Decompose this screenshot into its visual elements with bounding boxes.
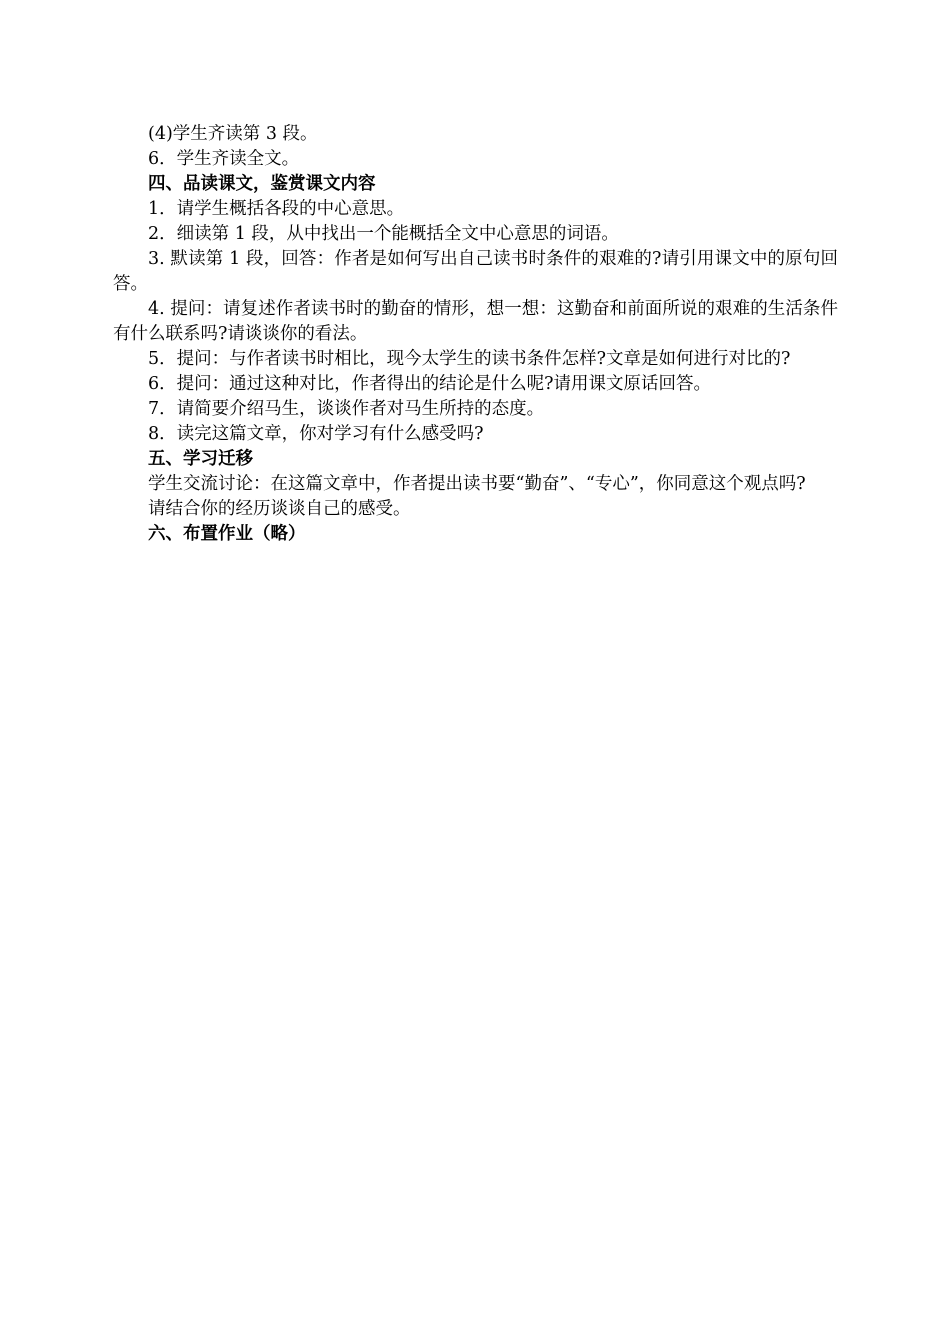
- paragraph-read-full-text: 6．学生齐读全文。: [148, 149, 300, 169]
- question-4: 4. 提问：请复述作者读书时的勤奋的情形，想一想：这勤奋和前面所说的艰难的生活条件有什么联系吗?请谈谈你的看法。: [113, 299, 838, 344]
- section-heading-4: 四、品读课文，鉴赏课文内容: [148, 174, 376, 194]
- reflection-paragraph: 请结合你的经历谈谈自己的感受。: [148, 499, 411, 519]
- document-page: [113, 122, 838, 547]
- question-8: 8．读完这篇文章，你对学习有什么感受吗?: [148, 424, 484, 444]
- question-5: 5．提问：与作者读书时相比，现今太学生的读书条件怎样?文章是如何进行对比的?: [148, 349, 791, 369]
- section-heading-5: 五、学习迁移: [148, 449, 253, 469]
- section-heading-6: 六、布置作业（略）: [148, 524, 306, 544]
- question-6: 6．提问：通过这种对比，作者得出的结论是什么呢?请用课文原话回答。: [148, 374, 712, 394]
- question-2: 2．细读第 1 段，从中找出一个能概括全文中心意思的词语。: [148, 224, 619, 244]
- paragraph-read-section-3: (4)学生齐读第 3 段。: [148, 124, 318, 144]
- question-3: 3. 默读第 1 段，回答：作者是如何写出自己读书时条件的艰难的?请引用课文中的原句回答。: [113, 249, 838, 294]
- discussion-paragraph: 学生交流讨论：在这篇文章中，作者提出读书要“勤奋”、“专心”，你同意这个观点吗?: [148, 474, 806, 494]
- question-1: 1．请学生概括各段的中心意思。: [148, 199, 405, 219]
- question-7: 7．请简要介绍马生，谈谈作者对马生所持的态度。: [148, 399, 545, 419]
